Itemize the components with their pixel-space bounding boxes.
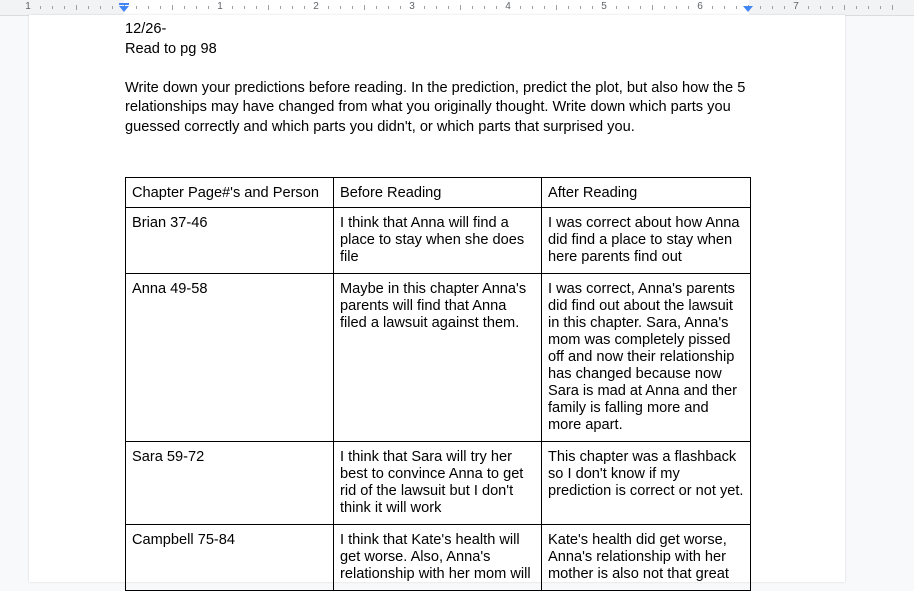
ruler-tick — [712, 6, 713, 9]
ruler-tick — [736, 6, 737, 9]
document-body[interactable] — [125, 20, 749, 591]
ruler-tick — [160, 6, 161, 9]
ruler-left-margin — [0, 0, 124, 15]
first-line-indent-marker[interactable] — [119, 3, 129, 5]
empty-line — [125, 59, 749, 79]
ruler-tick — [760, 6, 761, 9]
ruler-tick — [592, 6, 593, 9]
ruler-tick — [388, 6, 389, 9]
document-page[interactable] — [29, 15, 845, 582]
table-row — [126, 442, 751, 525]
ruler-tick — [868, 6, 869, 9]
chapter-cell[interactable]: Anna 49-58 — [126, 274, 334, 442]
ruler-tick — [640, 6, 641, 9]
after-reading-cell[interactable]: I was correct, Anna's parents did find out about the lawsuit in this chapter. Sara, Anna's mom was completely pissed off and now their relationship has changed because now Sara is mad at Anna and ther family is falling more and more apart. — [542, 274, 751, 442]
ruler-tick — [460, 5, 461, 10]
ruler-tick — [304, 6, 305, 9]
ruler-number: 1 — [25, 1, 31, 12]
ruler-tick — [472, 6, 473, 9]
right-indent-marker[interactable] — [743, 6, 753, 12]
ruler-tick — [724, 6, 725, 9]
ruler-tick — [544, 6, 545, 9]
ruler-tick — [52, 6, 53, 9]
ruler-tick — [808, 6, 809, 9]
ruler-tick — [400, 6, 401, 9]
ruler-tick — [340, 6, 341, 9]
ruler-number: 6 — [697, 1, 703, 12]
before-reading-cell[interactable]: I think that Sara will try her best to convince Anna to get rid of the lawsuit but I don't think it will work — [334, 442, 542, 525]
chapter-cell[interactable]: Sara 59-72 — [126, 442, 334, 525]
ruler-number: 4 — [505, 1, 511, 12]
ruler-tick — [292, 6, 293, 9]
table-row — [126, 274, 751, 442]
ruler-tick — [148, 6, 149, 9]
after-reading-cell[interactable]: This chapter was a flashback so I don't know if my prediction is correct or not yet. — [542, 442, 751, 525]
ruler-tick — [40, 6, 41, 9]
ruler-tick — [580, 6, 581, 9]
ruler-tick — [352, 6, 353, 9]
instructions-paragraph: Write down your predictions before reading. In the prediction, predict the plot, but also how the 5 relationships may have changed from what you originally thought. Write down which parts you guessed correctly and which parts you didn't, or which parts that surprised you. — [125, 79, 746, 135]
ruler-tick — [328, 6, 329, 9]
ruler-tick — [172, 5, 173, 10]
table-row — [126, 525, 751, 591]
after-reading-cell[interactable]: Kate's health did get worse, Anna's relationship with her mother is also not that great — [542, 525, 751, 591]
ruler-tick — [436, 6, 437, 9]
ruler-tick — [424, 6, 425, 9]
ruler-tick — [100, 6, 101, 9]
ruler-tick — [364, 5, 365, 10]
ruler-tick — [652, 5, 653, 10]
ruler-tick — [184, 6, 185, 9]
ruler-tick — [676, 6, 677, 9]
ruler-tick — [556, 5, 557, 10]
ruler-tick — [244, 6, 245, 9]
ruler-tick — [772, 6, 773, 9]
ruler-tick — [568, 6, 569, 9]
chapter-cell[interactable]: Campbell 75-84 — [126, 525, 334, 591]
ruler-number: 5 — [601, 1, 607, 12]
ruler-tick — [208, 6, 209, 9]
ruler-number: 2 — [313, 1, 319, 12]
header-cell-after[interactable]: After Reading — [542, 178, 751, 208]
left-indent-marker[interactable] — [119, 6, 129, 12]
ruler-tick — [832, 6, 833, 9]
before-reading-cell[interactable]: I think that Kate's health will get worse. Also, Anna's relationship with her mom will — [334, 525, 542, 591]
ruler-tick — [784, 6, 785, 9]
ruler-tick — [268, 5, 269, 10]
ruler-tick — [88, 6, 89, 9]
ruler-tick — [280, 6, 281, 9]
horizontal-ruler[interactable] — [0, 0, 914, 16]
ruler-number: 7 — [793, 1, 799, 12]
ruler-tick — [820, 6, 821, 9]
table-header-row — [126, 178, 751, 208]
ruler-tick — [880, 6, 881, 9]
ruler-tick — [484, 6, 485, 9]
ruler-tick — [256, 6, 257, 9]
ruler-tick — [628, 6, 629, 9]
ruler-tick — [376, 6, 377, 9]
ruler-tick — [196, 6, 197, 9]
prediction-table[interactable] — [125, 177, 751, 591]
ruler-tick — [616, 6, 617, 9]
ruler-tick — [532, 6, 533, 9]
ruler-tick — [136, 6, 137, 9]
chapter-cell[interactable]: Brian 37-46 — [126, 208, 334, 274]
ruler-tick — [688, 6, 689, 9]
ruler-tick — [76, 5, 77, 10]
ruler-tick — [64, 6, 65, 9]
ruler-tick — [496, 6, 497, 9]
ruler-tick — [448, 6, 449, 9]
ruler-tick — [520, 6, 521, 9]
date-line: 12/26- — [125, 21, 167, 37]
ruler-tick — [856, 6, 857, 9]
ruler-tick — [664, 6, 665, 9]
after-reading-cell[interactable]: I was correct about how Anna did find a place to stay when here parents find out — [542, 208, 751, 274]
header-cell-chapter[interactable]: Chapter Page#'s and Person — [126, 178, 334, 208]
ruler-tick — [112, 6, 113, 9]
ruler-tick — [892, 5, 893, 10]
ruler-tick — [844, 5, 845, 10]
header-cell-before[interactable]: Before Reading — [334, 178, 542, 208]
table-row — [126, 208, 751, 274]
ruler-tick — [232, 6, 233, 9]
ruler-number: 3 — [409, 1, 415, 12]
before-reading-cell[interactable]: I think that Anna will find a place to stay when she does file — [334, 208, 542, 274]
ruler-number: 1 — [217, 1, 223, 12]
task-line: Read to pg 98 — [125, 40, 217, 57]
before-reading-cell[interactable]: Maybe in this chapter Anna's parents will find that Anna filed a lawsuit against them. — [334, 274, 542, 442]
